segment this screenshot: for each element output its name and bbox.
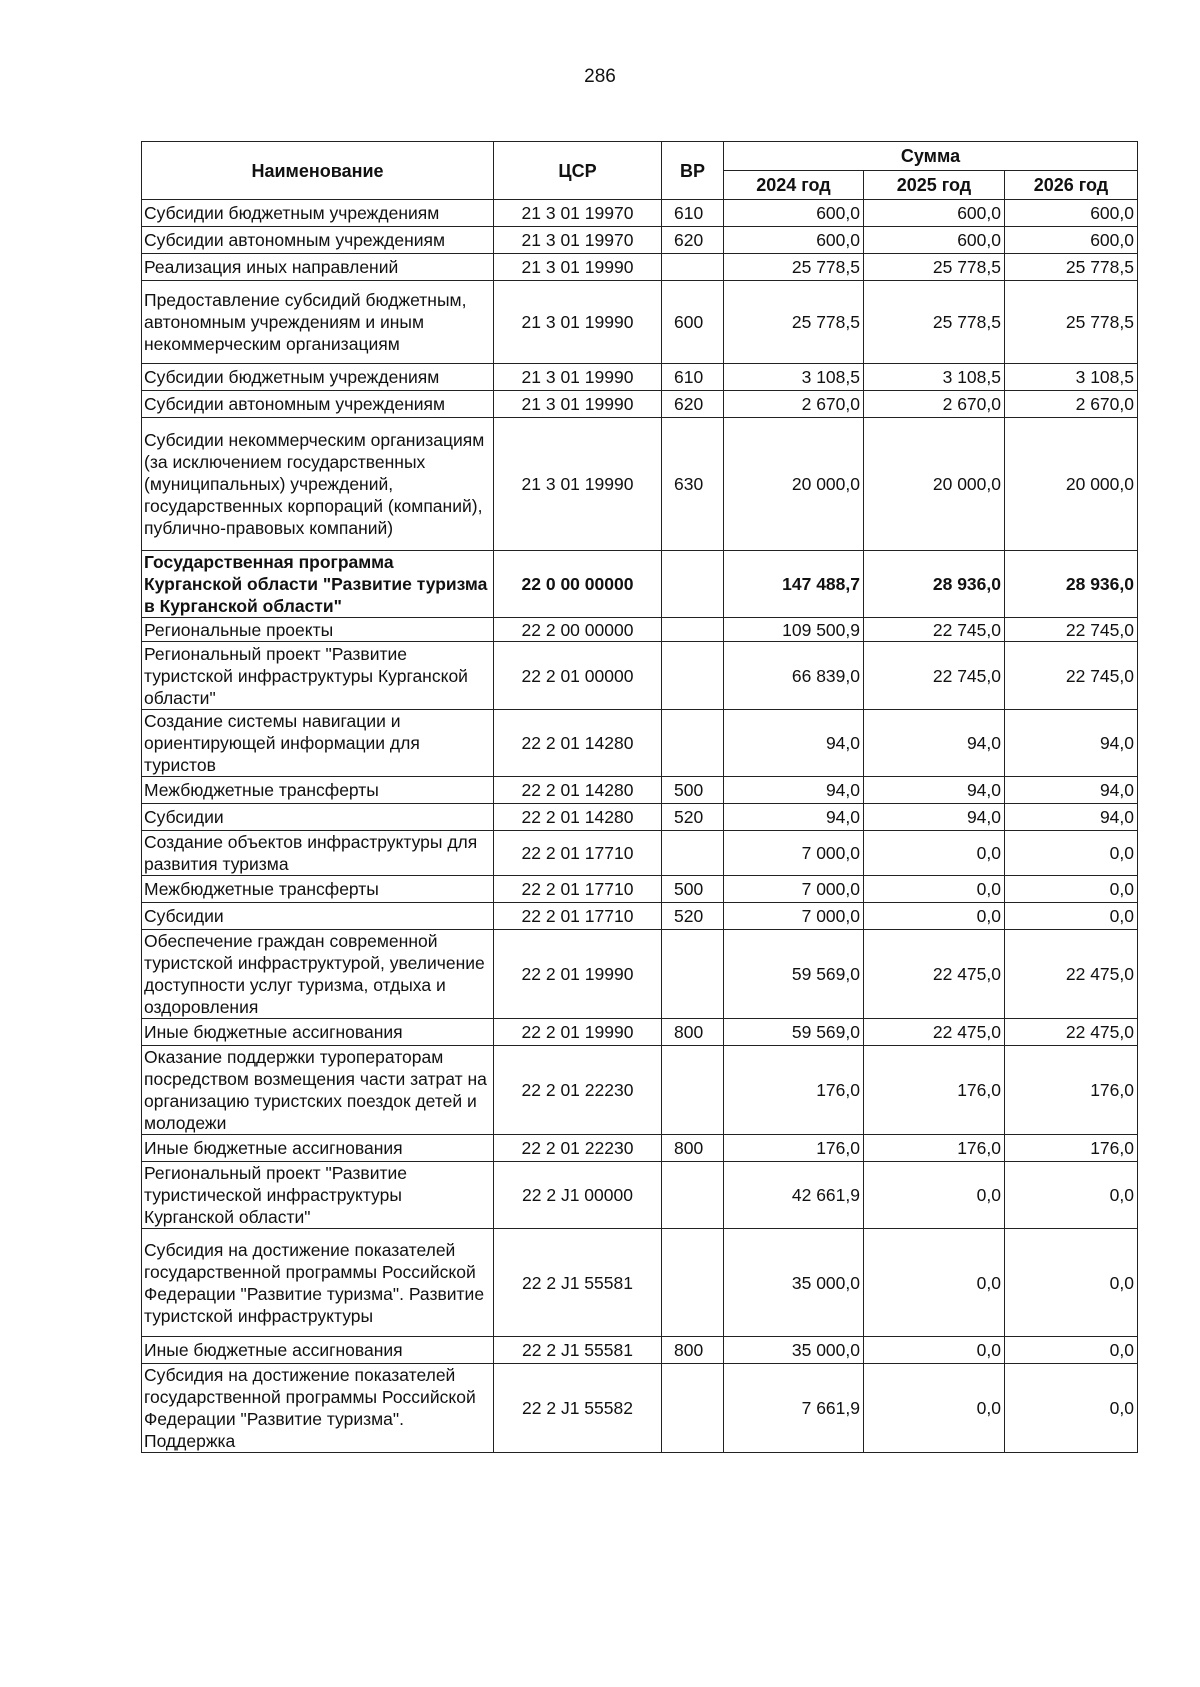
row-csr: 21 3 01 19970 [494,200,662,227]
header-year-2025: 2025 год [864,171,1005,200]
row-vr: 600 [662,281,724,364]
row-sum-2024: 20 000,0 [724,418,864,551]
row-name: Региональный проект "Развитие туристской инфраструктуры Курганской области" [142,642,494,710]
row-sum-2024: 25 778,5 [724,254,864,281]
row-sum-2024: 600,0 [724,200,864,227]
row-sum-2026: 0,0 [1005,1229,1138,1337]
row-sum-2025: 0,0 [864,1337,1005,1364]
table-row [142,281,1138,364]
table-row [142,254,1138,281]
row-sum-2025: 0,0 [864,903,1005,930]
row-sum-2024: 59 569,0 [724,1019,864,1046]
row-name: Предоставление субсидий бюджетным, автономным учреждениям и иным некоммерческим организациям [142,281,494,364]
row-sum-2024: 176,0 [724,1135,864,1162]
row-vr [662,1046,724,1135]
row-sum-2026: 22 475,0 [1005,1019,1138,1046]
row-sum-2024: 176,0 [724,1046,864,1135]
row-vr [662,1364,724,1453]
row-sum-2024: 7 661,9 [724,1364,864,1453]
row-sum-2024: 3 108,5 [724,364,864,391]
row-name: Государственная программа Курганской области "Развитие туризма в Курганской области" [142,551,494,618]
budget-table [141,141,1138,1453]
row-csr: 22 2 01 14280 [494,777,662,804]
table-row [142,1364,1138,1453]
header-sum: Сумма [724,142,1138,171]
row-sum-2025: 0,0 [864,1162,1005,1229]
row-name: Иные бюджетные ассигнования [142,1019,494,1046]
row-csr: 22 2 01 19990 [494,1019,662,1046]
header-csr: ЦСР [494,142,662,200]
row-csr: 22 2 01 22230 [494,1135,662,1162]
row-name: Субсидии [142,903,494,930]
row-vr: 800 [662,1019,724,1046]
row-sum-2026: 20 000,0 [1005,418,1138,551]
row-sum-2026: 0,0 [1005,903,1138,930]
row-name: Межбюджетные трансферты [142,876,494,903]
row-csr: 22 2 J1 55581 [494,1229,662,1337]
row-sum-2026: 600,0 [1005,227,1138,254]
row-csr: 21 3 01 19990 [494,364,662,391]
row-sum-2025: 25 778,5 [864,254,1005,281]
row-sum-2024: 59 569,0 [724,930,864,1019]
row-sum-2026: 176,0 [1005,1135,1138,1162]
row-name: Субсидии некоммерческим организациям (за исключением государственных (муниципальных) учреждений, государственных корпораций (компаний), публично-правовых компаний) [142,418,494,551]
row-sum-2025: 22 475,0 [864,1019,1005,1046]
row-name: Субсидии бюджетным учреждениям [142,364,494,391]
row-csr: 22 2 01 22230 [494,1046,662,1135]
row-sum-2025: 22 745,0 [864,618,1005,642]
row-vr: 630 [662,418,724,551]
table-row [142,1337,1138,1364]
table-row [142,642,1138,710]
row-sum-2025: 22 475,0 [864,930,1005,1019]
table-header-row [142,142,1138,171]
row-csr: 22 0 00 00000 [494,551,662,618]
row-sum-2025: 28 936,0 [864,551,1005,618]
row-csr: 21 3 01 19990 [494,418,662,551]
row-sum-2026: 94,0 [1005,710,1138,777]
row-name: Реализация иных направлений [142,254,494,281]
row-csr: 21 3 01 19970 [494,227,662,254]
row-vr [662,551,724,618]
table-row [142,804,1138,831]
row-vr [662,710,724,777]
row-csr: 22 2 01 00000 [494,642,662,710]
row-sum-2025: 600,0 [864,200,1005,227]
row-sum-2025: 25 778,5 [864,281,1005,364]
row-vr [662,1162,724,1229]
table-row [142,1046,1138,1135]
row-csr: 21 3 01 19990 [494,391,662,418]
row-sum-2025: 3 108,5 [864,364,1005,391]
row-sum-2024: 35 000,0 [724,1229,864,1337]
row-sum-2024: 109 500,9 [724,618,864,642]
row-sum-2026: 22 745,0 [1005,642,1138,710]
row-sum-2025: 0,0 [864,1364,1005,1453]
row-sum-2026: 3 108,5 [1005,364,1138,391]
row-sum-2024: 25 778,5 [724,281,864,364]
row-name: Обеспечение граждан современной туристской инфраструктурой, увеличение доступности услуг туризма, отдыха и оздоровления [142,930,494,1019]
row-sum-2026: 94,0 [1005,804,1138,831]
row-csr: 22 2 01 17710 [494,876,662,903]
header-year-2024: 2024 год [724,171,864,200]
row-sum-2026: 0,0 [1005,1162,1138,1229]
row-sum-2026: 28 936,0 [1005,551,1138,618]
row-sum-2026: 94,0 [1005,777,1138,804]
row-sum-2025: 0,0 [864,1229,1005,1337]
row-vr: 610 [662,364,724,391]
row-sum-2024: 42 661,9 [724,1162,864,1229]
page-number: 286 [584,66,616,87]
row-sum-2026: 0,0 [1005,1364,1138,1453]
row-sum-2025: 176,0 [864,1135,1005,1162]
row-vr [662,1229,724,1337]
row-name: Межбюджетные трансферты [142,777,494,804]
row-csr: 22 2 J1 00000 [494,1162,662,1229]
row-vr: 500 [662,876,724,903]
row-vr: 800 [662,1135,724,1162]
row-vr: 620 [662,227,724,254]
row-vr: 800 [662,1337,724,1364]
row-vr: 500 [662,777,724,804]
table-row [142,831,1138,876]
row-sum-2025: 94,0 [864,777,1005,804]
row-sum-2025: 94,0 [864,804,1005,831]
table-row [142,1162,1138,1229]
row-sum-2026: 25 778,5 [1005,281,1138,364]
row-name: Субсидии бюджетным учреждениям [142,200,494,227]
row-name: Субсидии [142,804,494,831]
row-sum-2026: 176,0 [1005,1046,1138,1135]
row-sum-2024: 35 000,0 [724,1337,864,1364]
row-name: Субсидия на достижение показателей государственной программы Российской Федерации "Развитие туризма". Поддержка [142,1364,494,1453]
row-sum-2024: 94,0 [724,710,864,777]
row-csr: 22 2 J1 55581 [494,1337,662,1364]
row-sum-2024: 7 000,0 [724,831,864,876]
row-csr: 22 2 01 14280 [494,710,662,777]
header-year-2026: 2026 год [1005,171,1138,200]
row-name: Субсидии автономным учреждениям [142,227,494,254]
row-sum-2025: 600,0 [864,227,1005,254]
row-sum-2024: 94,0 [724,777,864,804]
row-csr: 22 2 J1 55582 [494,1364,662,1453]
row-vr [662,642,724,710]
row-sum-2025: 2 670,0 [864,391,1005,418]
row-sum-2026: 22 475,0 [1005,930,1138,1019]
row-sum-2024: 7 000,0 [724,903,864,930]
row-sum-2026: 25 778,5 [1005,254,1138,281]
row-sum-2026: 0,0 [1005,876,1138,903]
table-row [142,777,1138,804]
row-name: Создание системы навигации и ориентирующей информации для туристов [142,710,494,777]
row-name: Оказание поддержки туроператорам посредством возмещения части затрат на организацию туристских поездок детей и молодежи [142,1046,494,1135]
header-name: Наименование [142,142,494,200]
table-row [142,551,1138,618]
row-csr: 21 3 01 19990 [494,281,662,364]
row-sum-2024: 94,0 [724,804,864,831]
table-row [142,1135,1138,1162]
row-name: Создание объектов инфраструктуры для развития туризма [142,831,494,876]
row-vr [662,618,724,642]
row-sum-2024: 7 000,0 [724,876,864,903]
row-sum-2025: 176,0 [864,1046,1005,1135]
header-vr: ВР [662,142,724,200]
table-row [142,930,1138,1019]
table-row [142,391,1138,418]
row-sum-2024: 147 488,7 [724,551,864,618]
table-row [142,227,1138,254]
row-vr: 520 [662,804,724,831]
table-row [142,1229,1138,1337]
row-sum-2025: 0,0 [864,831,1005,876]
row-sum-2025: 94,0 [864,710,1005,777]
row-csr: 22 2 01 17710 [494,831,662,876]
row-sum-2024: 66 839,0 [724,642,864,710]
row-sum-2026: 0,0 [1005,1337,1138,1364]
row-name: Субсидия на достижение показателей государственной программы Российской Федерации "Развитие туризма". Развитие туристской инфраструктуры [142,1229,494,1337]
row-csr: 22 2 01 19990 [494,930,662,1019]
row-name: Региональный проект "Развитие туристической инфраструктуры Курганской области" [142,1162,494,1229]
row-vr [662,254,724,281]
row-sum-2025: 20 000,0 [864,418,1005,551]
row-name: Иные бюджетные ассигнования [142,1337,494,1364]
row-sum-2024: 600,0 [724,227,864,254]
row-sum-2026: 0,0 [1005,831,1138,876]
row-vr: 520 [662,903,724,930]
row-csr: 22 2 01 14280 [494,804,662,831]
row-name: Иные бюджетные ассигнования [142,1135,494,1162]
table-row [142,710,1138,777]
row-sum-2025: 22 745,0 [864,642,1005,710]
row-sum-2026: 2 670,0 [1005,391,1138,418]
table-body [142,200,1138,1453]
row-csr: 22 2 00 00000 [494,618,662,642]
table-row [142,1019,1138,1046]
row-csr: 21 3 01 19990 [494,254,662,281]
row-sum-2024: 2 670,0 [724,391,864,418]
table-row [142,418,1138,551]
table-row [142,903,1138,930]
row-vr [662,831,724,876]
table-row [142,200,1138,227]
row-sum-2026: 600,0 [1005,200,1138,227]
row-csr: 22 2 01 17710 [494,903,662,930]
row-vr: 620 [662,391,724,418]
row-vr: 610 [662,200,724,227]
row-name: Региональные проекты [142,618,494,642]
row-sum-2025: 0,0 [864,876,1005,903]
row-name: Субсидии автономным учреждениям [142,391,494,418]
row-vr [662,930,724,1019]
table-row [142,618,1138,642]
row-sum-2026: 22 745,0 [1005,618,1138,642]
table-row [142,364,1138,391]
table-row [142,876,1138,903]
